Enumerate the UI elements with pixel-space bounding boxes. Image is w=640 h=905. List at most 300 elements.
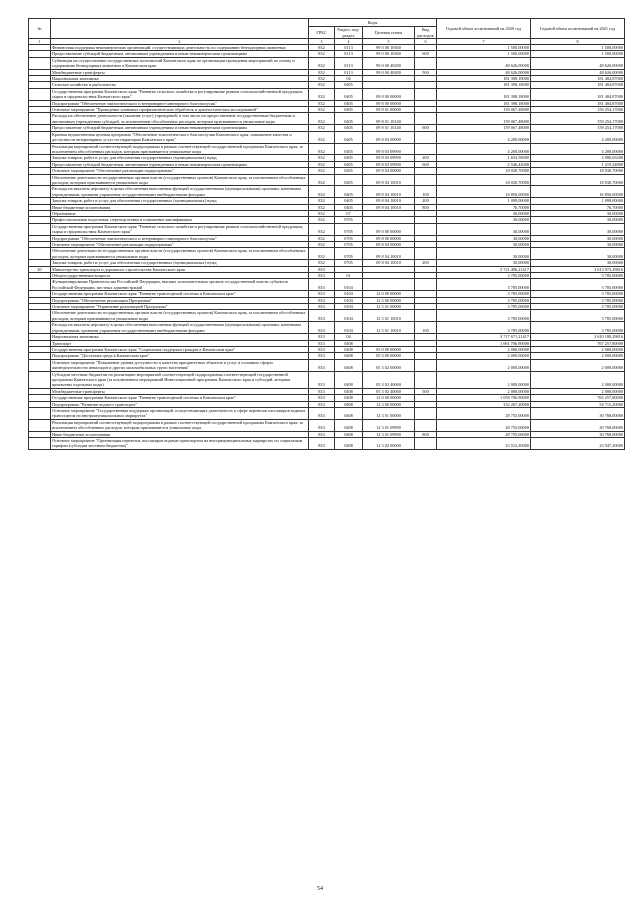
row-name-cell: Транспорт	[51, 340, 309, 346]
row-section-cell: 0405	[335, 143, 363, 155]
row-name-cell: Подпрограмма "Обеспечение эпизоотического и ветеринарно-санитарного благополучия"	[51, 100, 309, 106]
row-name-cell: Подпрограмма "Развитие водного транспорта"	[51, 401, 309, 407]
row-grbs-cell: 833	[309, 431, 335, 437]
row-amount-2020-cell: 28 755,00000	[437, 431, 531, 437]
row-target-cell: 12 5 01 10010	[363, 310, 415, 322]
row-target-cell: 12 3 00 00000	[363, 401, 415, 407]
row-target-cell: 12 5 00 00000	[363, 297, 415, 303]
row-amount-2021-cell: 30,00000	[531, 217, 625, 223]
row-amount-2021-cell: 76,70000	[531, 204, 625, 210]
row-section-cell: 0405	[335, 174, 363, 186]
row-amount-2021-cell: 54 715,20000	[531, 401, 625, 407]
row-name-cell: Основное мероприятие "Управление реализацией Программы"	[51, 304, 309, 310]
row-type-cell	[415, 131, 437, 143]
row-section-cell: 0408	[335, 371, 363, 388]
row-grbs-cell: 833	[309, 340, 335, 346]
row-grbs-cell: 833	[309, 273, 335, 279]
row-target-cell: 09 8 04 10010	[363, 198, 415, 204]
row-section-cell: 0408	[335, 431, 363, 437]
row-amount-2020-cell: 181 398,18000	[437, 88, 531, 100]
row-target-cell	[363, 279, 415, 291]
row-name-cell: Закупка товаров, работ и услуг для обеспечения государственных (муниципальных) нужд	[51, 260, 309, 266]
table-row	[29, 174, 625, 186]
row-name-cell: Подпрограмма "Обеспечение эпизоотического и ветеринарно-санитарного благополучия"	[51, 235, 309, 241]
row-target-cell: 09 8 04 10010	[363, 174, 415, 186]
row-target-cell: 12 3 01 09990	[363, 419, 415, 431]
row-target-cell: 09 0 00 00000	[363, 88, 415, 100]
row-number-cell	[29, 113, 51, 125]
row-amount-2021-cell: 18 030,70000	[531, 174, 625, 186]
row-name-cell: Национальная экономика	[51, 334, 309, 340]
row-amount-2020-cell: 159 067,48000	[437, 113, 531, 125]
row-amount-2020-cell: 76,70000	[437, 204, 531, 210]
row-number-cell	[29, 419, 51, 431]
row-amount-2020-cell: 3 785,00000	[437, 297, 531, 303]
table-row	[29, 359, 625, 371]
row-name-cell: Национальная экономика	[51, 76, 309, 82]
row-name-cell: Министерство транспорта и дорожного строительства Камчатского края	[51, 266, 309, 272]
row-amount-2020-cell: 28 755,00000	[437, 419, 531, 431]
row-section-cell: 0113	[335, 57, 363, 69]
row-name-cell: Иные бюджетные ассигнования	[51, 431, 309, 437]
row-grbs-cell: 833	[309, 388, 335, 394]
row-amount-2020-cell: 30,00000	[437, 217, 531, 223]
row-name-cell: Основное мероприятие "Повышение уровня доступности и качества приоритетных объектов и услуг в основных сферах жизнедеятельности инвалидов и других маломобильных групп населения"	[51, 359, 309, 371]
row-section-cell: 0405	[335, 131, 363, 143]
row-grbs-cell: 833	[309, 346, 335, 352]
row-amount-2020-cell: 4 200,00000	[437, 143, 531, 155]
row-target-cell: 99 0 00 40280	[363, 69, 415, 75]
row-target-cell: 09 0 00 00000	[363, 223, 415, 235]
row-target-cell: 09 8 04 10010	[363, 204, 415, 210]
row-grbs-cell: 832	[309, 223, 335, 235]
row-grbs-cell: 832	[309, 100, 335, 106]
col-2020-header: Годовой объем ассигнований на 2020 год	[437, 19, 531, 39]
page-number: 54	[317, 886, 323, 892]
row-type-cell	[415, 359, 437, 371]
row-target-cell: 05 3 02 40060	[363, 388, 415, 394]
table-row	[29, 131, 625, 143]
row-type-cell	[415, 419, 437, 431]
row-grbs-cell: 833	[309, 291, 335, 297]
row-target-cell: 05 3 00 00000	[363, 353, 415, 359]
col-type-header: Вид расходов	[415, 27, 437, 39]
row-amount-2021-cell: 181 484,87000	[531, 88, 625, 100]
row-target-cell: 12 3 02 00000	[363, 438, 415, 450]
row-name-cell: Образование	[51, 210, 309, 216]
row-section-cell: 0104	[335, 310, 363, 322]
row-type-cell	[415, 438, 437, 450]
row-amount-2021-cell: 3 610 188,29816	[531, 334, 625, 340]
row-name-cell: Государственная программа Камчатского края "Социальная поддержка граждан в Камчатском крае"	[51, 346, 309, 352]
row-amount-2021-cell: 3 785,00000	[531, 291, 625, 297]
col-section-header: Раздел, под-раздел	[335, 27, 363, 39]
row-name-cell: Реализация мероприятий соответствующей подпрограммы в рамках соответствующей государственной программы Камчатского края, за исключением обособленных расходов, которым присваиваются уникальные коды	[51, 143, 309, 155]
row-grbs-cell: 832	[309, 186, 335, 198]
row-grbs-cell: 832	[309, 235, 335, 241]
row-target-cell: 99 0 00 10360	[363, 45, 415, 51]
row-name-cell: Государственная программа Камчатского края "Развитие транспортной системы в Камчатском крае"	[51, 291, 309, 297]
row-number-cell	[29, 279, 51, 291]
row-amount-2021-cell: 3 785,00000	[531, 279, 625, 291]
row-number-cell	[29, 174, 51, 186]
row-grbs-cell: 832	[309, 143, 335, 155]
row-section-cell: 0705	[335, 260, 363, 266]
row-section-cell: 0408	[335, 359, 363, 371]
row-type-cell: 200	[415, 260, 437, 266]
row-section-cell: 0405	[335, 198, 363, 204]
row-grbs-cell: 832	[309, 174, 335, 186]
row-name-cell: Общегосударственные вопросы	[51, 273, 309, 279]
row-number-cell	[29, 310, 51, 322]
row-amount-2020-cell: 1 098,00000	[437, 198, 531, 204]
row-amount-2021-cell: 1 219,34800	[531, 161, 625, 167]
row-amount-2021-cell: 2 000,00000	[531, 353, 625, 359]
col-name-header	[51, 19, 309, 39]
row-type-cell	[415, 279, 437, 291]
row-number-cell	[29, 223, 51, 235]
table-row	[29, 248, 625, 260]
row-name-cell: Обеспечение деятельности государственных органов власти (государственных органов) Камчатского края, за исключением обособленных расходов, которым присваиваются уникальные коды	[51, 310, 309, 322]
table-row	[29, 310, 625, 322]
row-section-cell: 0104	[335, 322, 363, 334]
row-amount-2020-cell: 16 856,00000	[437, 186, 531, 198]
row-target-cell: 09 8 00 00000	[363, 100, 415, 106]
table-row	[29, 223, 625, 235]
row-section-cell: 0405	[335, 82, 363, 88]
row-grbs-cell: 832	[309, 155, 335, 161]
row-amount-2020-cell: 4 200,00000	[437, 131, 531, 143]
row-name-cell: Краевая ведомственная целевая программа "Обеспечение эпизоотического благополучия Камчатского края, повышение качества и доступности ветеринарных услуг на территории Камчатского края"	[51, 131, 309, 143]
row-name-cell: Государственная программа Камчатского края "Развитие сельского хозяйства и регулирование рынков сельскохозяйственной продукции, сырья и продовольствия Камчатского края"	[51, 88, 309, 100]
row-section-cell: 0104	[335, 297, 363, 303]
row-amount-2021-cell: 30 768,00000	[531, 407, 625, 419]
row-target-cell: 12 3 01 00000	[363, 407, 415, 419]
row-grbs-cell: 832	[309, 217, 335, 223]
budget-table-sheet	[28, 18, 624, 450]
row-grbs-cell: 833	[309, 334, 335, 340]
row-section-cell: 0405	[335, 161, 363, 167]
row-grbs-cell: 833	[309, 322, 335, 334]
row-amount-2021-cell: 2 000,00000	[531, 371, 625, 388]
col-number: 2	[51, 39, 309, 45]
row-amount-2021-cell: 48 626,00000	[531, 69, 625, 75]
col-number: 8	[531, 39, 625, 45]
row-amount-2021-cell: 1 098,00000	[531, 198, 625, 204]
row-name-cell: Межбюджетные трансферты	[51, 69, 309, 75]
row-name-cell: Основное мероприятие "Государственная поддержка организаций, осуществляющих деятельность в сфере перевозок пассажиров водным транспортом на внутримуниципальных маршрутах"	[51, 407, 309, 419]
row-grbs-cell: 832	[309, 131, 335, 143]
row-section-cell: 0405	[335, 155, 363, 161]
row-amount-2021-cell: 30,00000	[531, 210, 625, 216]
row-section-cell: 0405	[335, 186, 363, 198]
row-amount-2020-cell: 18 030,70000	[437, 174, 531, 186]
row-amount-2020-cell: 3 717 671,21417	[437, 334, 531, 340]
row-amount-2021-cell: 181 484,87000	[531, 82, 625, 88]
row-grbs-cell: 833	[309, 419, 335, 431]
row-amount-2020-cell: 48 626,00000	[437, 69, 531, 75]
row-name-cell: Обеспечение деятельности государственных органов власти (государственных органов) Камчатского края, за исключением обособленных расходов, которым присваиваются уникальные коды	[51, 174, 309, 186]
row-section-cell: 0104	[335, 291, 363, 297]
row-grbs-cell: 832	[309, 107, 335, 113]
row-section-cell: 0405	[335, 107, 363, 113]
row-grbs-cell: 832	[309, 204, 335, 210]
row-amount-2020-cell: 3 785,00000	[437, 291, 531, 297]
row-name-cell: Иные бюджетные ассигнования	[51, 204, 309, 210]
row-type-cell: 500	[415, 69, 437, 75]
budget-table	[28, 18, 625, 450]
row-name-cell: Профессиональная подготовка, переподготовка и повышение квалификации	[51, 217, 309, 223]
row-name-cell: Подпрограмма "Обеспечение реализации Программы"	[51, 297, 309, 303]
row-grbs-cell: 832	[309, 82, 335, 88]
row-grbs-cell: 832	[309, 198, 335, 204]
row-amount-2021-cell: 30,00000	[531, 223, 625, 235]
row-name-cell: Закупка товаров, работ и услуг для обеспечения государственных (муниципальных) нужд	[51, 155, 309, 161]
row-amount-2021-cell: 3 613 973,29816	[531, 266, 625, 272]
row-section-cell: 0408	[335, 438, 363, 450]
row-number-cell	[29, 57, 51, 69]
row-section-cell: 0405	[335, 113, 363, 125]
row-amount-2021-cell: 3 785,00000	[531, 322, 625, 334]
row-name-cell: Основное мероприятие "Проведение плановых профилактических обработок и диагностических исследований"	[51, 107, 309, 113]
row-number-cell	[29, 88, 51, 100]
row-amount-2020-cell: 30,00000	[437, 242, 531, 248]
row-number-cell	[29, 438, 51, 450]
row-number-cell	[29, 131, 51, 143]
row-target-cell: 09 8 03 09990	[363, 155, 415, 161]
row-amount-2021-cell: 23 947,20000	[531, 438, 625, 450]
table-row	[29, 438, 625, 450]
row-grbs-cell: 832	[309, 168, 335, 174]
row-amount-2020-cell: 332 267,20000	[437, 401, 531, 407]
row-amount-2021-cell: 18 030,70000	[531, 168, 625, 174]
row-name-cell: Основное мероприятие "Обеспечение реализации подпрограммы"	[51, 242, 309, 248]
row-amount-2021-cell: 159 254,17000	[531, 113, 625, 125]
row-section-cell: 04	[335, 76, 363, 82]
row-target-cell: 12 5 01 00000	[363, 304, 415, 310]
row-number-cell	[29, 186, 51, 198]
row-name-cell: Предоставление субсидий бюджетным, автономным учреждениям и иным некоммерческим организациям	[51, 161, 309, 167]
row-amount-2020-cell: 181 398,18000	[437, 82, 531, 88]
table-row	[29, 407, 625, 419]
row-name-cell: Основное мероприятие "Обеспечение реализации подпрограммы"	[51, 168, 309, 174]
row-section-cell: 0113	[335, 45, 363, 51]
row-amount-2021-cell: 767 257,80000	[531, 340, 625, 346]
row-grbs-cell: 832	[309, 125, 335, 131]
row-name-cell: Государственная программа Камчатского края "Развитие сельского хозяйства и регулирование рынков сельскохозяйственной продукции, сырья и продовольствия Камчатского края"	[51, 223, 309, 235]
row-amount-2020-cell: 30,00000	[437, 235, 531, 241]
row-grbs-cell: 832	[309, 242, 335, 248]
row-target-cell: 09 8 03 09990	[363, 161, 415, 167]
row-type-cell	[415, 113, 437, 125]
row-section-cell: 0405	[335, 88, 363, 100]
row-type-cell: 100	[415, 322, 437, 334]
row-name-cell: Закупка товаров, работ и услуг для обеспечения государственных (муниципальных) нужд	[51, 198, 309, 204]
row-amount-2020-cell: 1 059 706,90000	[437, 395, 531, 401]
row-amount-2020-cell: 1 500,00000	[437, 45, 531, 51]
row-amount-2021-cell: 3 785,00000	[531, 273, 625, 279]
row-target-cell: 05 3 02 40060	[363, 371, 415, 388]
col-no-header: №	[29, 19, 51, 39]
row-amount-2020-cell: 2 000,00000	[437, 371, 531, 388]
row-type-cell	[415, 88, 437, 100]
row-grbs-cell: 833	[309, 353, 335, 359]
col-number: 4	[335, 39, 363, 45]
row-section-cell: 0405	[335, 204, 363, 210]
row-section-cell: 0408	[335, 353, 363, 359]
row-name-cell: Финансовая поддержка некоммерческих организаций, осуществляющих деятельность по содержанию безнадзорных животных	[51, 45, 309, 51]
table-body	[29, 45, 625, 450]
row-type-cell	[415, 174, 437, 186]
codes-group-header: Коды	[309, 19, 437, 27]
row-name-cell: Субсидии местным бюджетам на реализацию мероприятий соответствующей подпрограммы соответствующей государственной программы Камчатского края (за исключением мероприятий Инвестиционной программы Камчатского края и субсидий, которым присвоены отдельные коды)	[51, 371, 309, 388]
row-amount-2021-cell: 30,00000	[531, 260, 625, 266]
row-target-cell: 12 3 01 09990	[363, 431, 415, 437]
row-section-cell: 0705	[335, 248, 363, 260]
row-amount-2020-cell: 181 398,18000	[437, 76, 531, 82]
row-amount-2021-cell: 2 000,00000	[531, 388, 625, 394]
row-amount-2021-cell: 3 785,00000	[531, 310, 625, 322]
row-amount-2020-cell: 2 000,00000	[437, 359, 531, 371]
row-target-cell: 12 5 01 10010	[363, 322, 415, 334]
row-name-cell: Межбюджетные трансферты	[51, 388, 309, 394]
row-section-cell: 0113	[335, 51, 363, 57]
col-2021-header: Годовой объем ассигнований на 2021 год	[531, 19, 625, 39]
row-amount-2020-cell: 1 500,00000	[437, 51, 531, 57]
row-section-cell: 0405	[335, 100, 363, 106]
row-amount-2020-cell: 1 061 706,90000	[437, 340, 531, 346]
row-grbs-cell: 833	[309, 310, 335, 322]
row-grbs-cell: 833	[309, 407, 335, 419]
col-target-header: Целевая статья	[363, 27, 415, 39]
row-section-cell: 0408	[335, 419, 363, 431]
row-target-cell: 05 0 00 00000	[363, 346, 415, 352]
table-row	[29, 88, 625, 100]
row-grbs-cell: 832	[309, 57, 335, 69]
row-type-cell: 200	[415, 198, 437, 204]
row-section-cell: 0104	[335, 279, 363, 291]
table-row	[29, 113, 625, 125]
row-amount-2020-cell: 3 785,00000	[437, 310, 531, 322]
row-section-cell: 0408	[335, 395, 363, 401]
row-section-cell: 0705	[335, 217, 363, 223]
row-name-cell: Функционирование Правительства Российской Федерации, высших исполнительных органов государственной власти субъектов Российской Федерации, местных администраций	[51, 279, 309, 291]
row-name-cell: Подпрограмма "Доступная среда в Камчатском крае"	[51, 353, 309, 359]
row-type-cell: 600	[415, 161, 437, 167]
row-grbs-cell: 832	[309, 88, 335, 100]
row-number-cell	[29, 359, 51, 371]
row-type-cell: 600	[415, 51, 437, 57]
row-section-cell: 0408	[335, 388, 363, 394]
row-type-cell	[415, 223, 437, 235]
row-grbs-cell: 832	[309, 161, 335, 167]
row-amount-2021-cell: 30,00000	[531, 235, 625, 241]
row-name-cell: Обеспечение деятельности государственных органов власти (государственных органов) Камчатского края, за исключением обособленных расходов, которым присваиваются уникальные коды	[51, 248, 309, 260]
col-number: 3	[309, 39, 335, 45]
row-target-cell: 09 8 01 10140	[363, 113, 415, 125]
row-amount-2021-cell: 159 254,17000	[531, 125, 625, 131]
row-type-cell	[415, 248, 437, 260]
row-type-cell: 500	[415, 388, 437, 394]
row-grbs-cell: 832	[309, 76, 335, 82]
row-amount-2021-cell: 181 484,87000	[531, 100, 625, 106]
row-number-cell: 20	[29, 266, 51, 272]
row-target-cell: 09 8 04 10010	[363, 186, 415, 198]
row-amount-2020-cell: 30,00000	[437, 260, 531, 266]
row-target-cell: 09 8 03 09990	[363, 143, 415, 155]
row-grbs-cell: 832	[309, 45, 335, 51]
table-row	[29, 322, 625, 334]
col-number: 1	[29, 39, 51, 45]
row-grbs-cell: 833	[309, 359, 335, 371]
row-grbs-cell: 832	[309, 51, 335, 57]
row-amount-2020-cell: 30,00000	[437, 223, 531, 235]
row-name-cell: Субвенции на осуществление государственных полномочий Камчатского края по организации проведения мероприятий по отлову и содержанию безнадзорных животных в Камчатском крае	[51, 57, 309, 69]
row-amount-2021-cell: 30,00000	[531, 242, 625, 248]
row-type-cell: 800	[415, 204, 437, 210]
row-section-cell: 0408	[335, 346, 363, 352]
row-target-cell: 09 8 01 10140	[363, 125, 415, 131]
row-target-cell: 99 0 00 10360	[363, 51, 415, 57]
row-grbs-cell: 833	[309, 304, 335, 310]
col-grbs-header: ГРБС	[309, 27, 335, 39]
row-section-cell: 04	[335, 334, 363, 340]
row-target-cell: 12 0 00 00000	[363, 291, 415, 297]
row-amount-2020-cell: 3 785,00000	[437, 304, 531, 310]
row-target-cell: 09 8 01 00000	[363, 107, 415, 113]
row-amount-2021-cell: 48 626,00000	[531, 57, 625, 69]
row-type-cell: 800	[415, 431, 437, 437]
row-grbs-cell: 833	[309, 297, 335, 303]
row-type-cell: 100	[415, 186, 437, 198]
row-amount-2020-cell: 30,00000	[437, 248, 531, 260]
row-section-cell: 0705	[335, 242, 363, 248]
row-section-cell: 0408	[335, 401, 363, 407]
row-type-cell	[415, 143, 437, 155]
row-amount-2021-cell: 4 200,00000	[531, 143, 625, 155]
row-amount-2021-cell: 30,00000	[531, 248, 625, 260]
col-number: 7	[437, 39, 531, 45]
row-number-cell	[29, 143, 51, 155]
row-grbs-cell: 832	[309, 248, 335, 260]
row-amount-2020-cell: 48 626,00000	[437, 57, 531, 69]
row-amount-2020-cell: 18 030,70000	[437, 168, 531, 174]
row-type-cell	[415, 310, 437, 322]
row-type-cell: 600	[415, 125, 437, 131]
row-grbs-cell: 833	[309, 438, 335, 450]
table-row	[29, 143, 625, 155]
row-amount-2021-cell: 2 000,00000	[531, 359, 625, 371]
row-name-cell: Реализация мероприятий соответствующей подпрограммы в рамках соответствующей государственной программы Камчатского края, за исключением обособленных расходов, которым присваиваются уникальные коды	[51, 419, 309, 431]
row-amount-2020-cell: 181 398,18000	[437, 100, 531, 106]
table-row	[29, 279, 625, 291]
row-number-cell	[29, 371, 51, 388]
row-amount-2020-cell: 2 000,00000	[437, 346, 531, 352]
row-amount-2020-cell: 1 653,58000	[437, 155, 531, 161]
row-section-cell: 0113	[335, 69, 363, 75]
row-target-cell: 09 8 04 00000	[363, 242, 415, 248]
row-amount-2020-cell: 30,00000	[437, 210, 531, 216]
row-grbs-cell: 833	[309, 279, 335, 291]
row-amount-2021-cell: 30 768,00000	[531, 419, 625, 431]
row-grbs-cell: 832	[309, 69, 335, 75]
table-row	[29, 371, 625, 388]
row-target-cell: 09 8 04 10010	[363, 260, 415, 266]
row-name-cell: Сельское хозяйство и рыболовство	[51, 82, 309, 88]
row-target-cell: 09 8 03 00000	[363, 131, 415, 143]
table-header	[29, 19, 625, 45]
row-amount-2020-cell: 3 785,00000	[437, 273, 531, 279]
